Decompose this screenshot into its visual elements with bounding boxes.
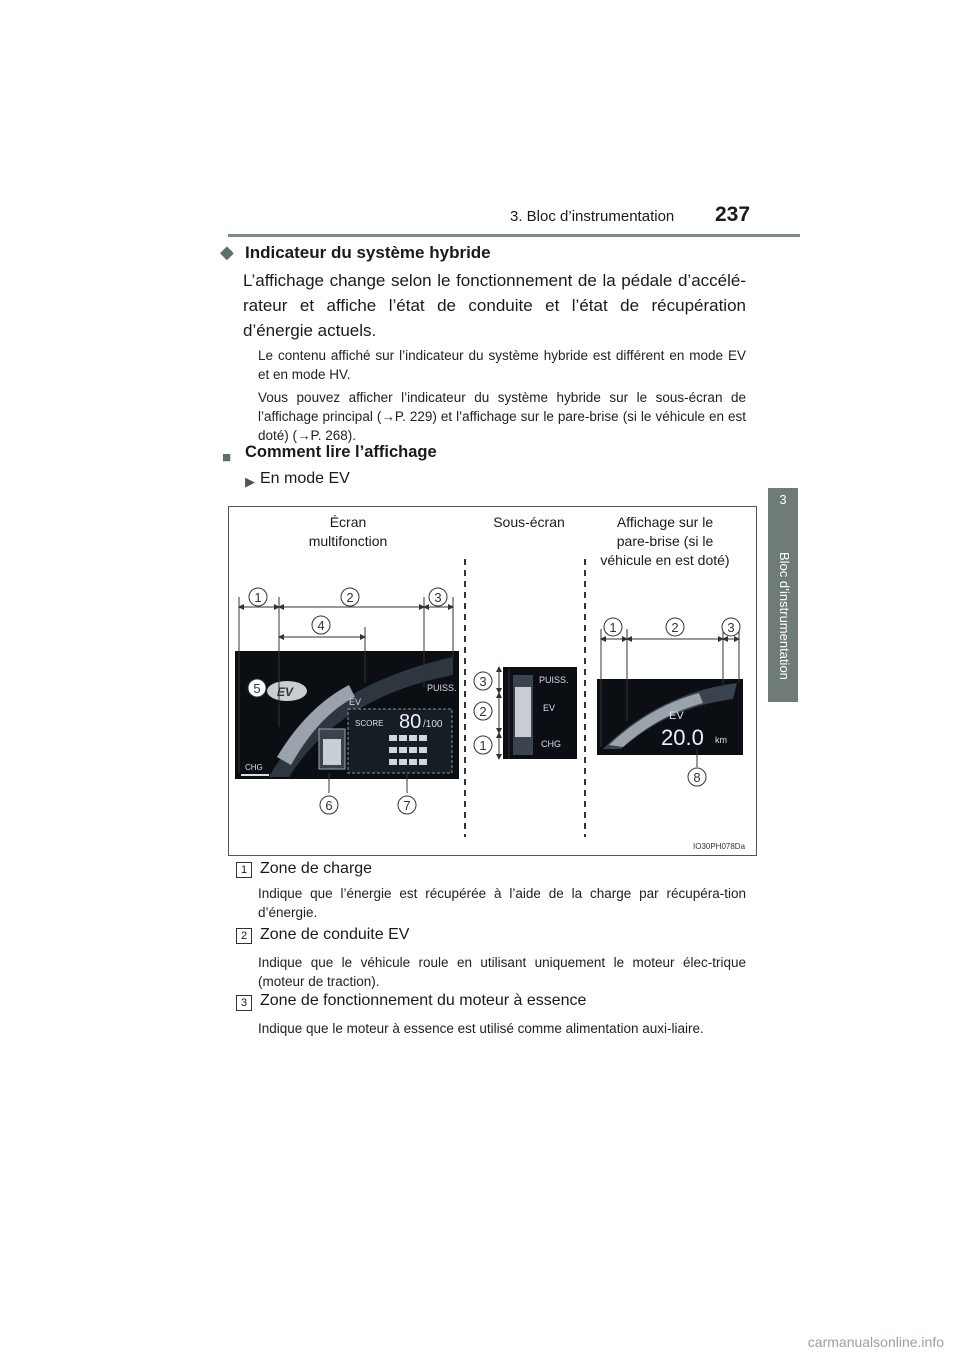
item-number-3: 3 — [236, 995, 252, 1011]
item-number-1: 1 — [236, 862, 252, 878]
callout-4 — [312, 616, 330, 634]
chapter-tab-number: 3 — [779, 492, 787, 507]
ev-badge — [267, 681, 307, 701]
chg-label: CHG — [245, 763, 263, 772]
header-rule — [228, 234, 800, 237]
label-multi-info: Écran multifonction — [308, 514, 388, 549]
score-value: 80 — [399, 711, 422, 733]
item-desc-1: Indique que l’énergie est récupérée à l’aide de la charge par récupéra-tion d’énergie. — [258, 886, 746, 920]
chapter-tab-label: Bloc d’instrumentation — [777, 552, 792, 680]
score-label: SCORE — [355, 719, 384, 728]
watermark: carmanualsonline.info — [807, 1334, 944, 1350]
ev-label: EV — [349, 697, 362, 707]
svg-text:4: 4 — [317, 618, 325, 633]
callout-hud-1 — [604, 618, 622, 636]
hud-unit: km — [715, 735, 727, 745]
figure-code: IO30PH078Da — [693, 842, 746, 851]
sub-ev-label: EV — [543, 703, 556, 713]
item-desc-2: Indique que le véhicule roule en utilisant uniquement le moteur élec-trique (moteur de traction). — [258, 955, 746, 989]
svg-text:2: 2 — [479, 704, 487, 719]
item-title-2: Zone de conduite EV — [260, 926, 410, 943]
hud-ev-label: EV — [669, 710, 684, 722]
svg-text:7: 7 — [403, 798, 411, 813]
page-number: 237 — [715, 203, 751, 226]
section-title: Indicateur du système hybride — [245, 243, 491, 262]
figure-frame — [228, 506, 757, 856]
callout-1 — [249, 588, 267, 606]
label-hud: Affichage sur le pare-brise (si le véhicule en est doté) — [600, 514, 730, 568]
callout-sub-2 — [474, 702, 492, 720]
note-2: Vous pouvez afficher l’indicateur du système hybride sur le sous-écran de l’affichage principal (→P. 229) et l’affichage sur le pare-brise (si le véhicule en est doté) (→P. 268). — [258, 390, 746, 443]
callout-3 — [429, 588, 447, 606]
svg-text:3: 3 — [727, 620, 735, 635]
triangle-bullet-icon: ▶ — [245, 474, 255, 489]
callout-8 — [688, 768, 706, 786]
hud-distance: 20.0 — [661, 725, 704, 750]
subsection-title: Comment lire l’affichage — [245, 443, 437, 461]
callout-hud-2 — [666, 618, 684, 636]
hud-display — [597, 679, 743, 755]
svg-text:2: 2 — [671, 620, 679, 635]
svg-text:5: 5 — [253, 681, 261, 696]
section-lead: L’affichage change selon le fonctionnement de la pédale d’accélé-rateur et affiche l’état de conduite et l’état de récupération d’énergie actuels. — [243, 271, 746, 340]
callout-2 — [341, 588, 359, 606]
sub-puiss-label: PUISS. — [539, 675, 569, 685]
item-number-2: 2 — [236, 928, 252, 944]
callout-sub-3 — [474, 672, 492, 690]
mode-label: En mode EV — [260, 470, 350, 487]
diamond-icon: ◆ — [220, 242, 234, 262]
sub-display — [503, 667, 577, 759]
svg-text:1: 1 — [609, 620, 617, 635]
svg-text:1: 1 — [254, 590, 262, 605]
label-sub-screen: Sous-écran — [493, 514, 565, 530]
svg-text:6: 6 — [325, 798, 333, 813]
running-header: 3. Bloc d’instrumentation — [510, 208, 675, 225]
callout-6 — [320, 796, 338, 814]
puiss-label: PUISS. — [427, 683, 457, 693]
svg-text:3: 3 — [434, 590, 442, 605]
score-max: /100 — [423, 719, 443, 730]
callout-hud-3 — [722, 618, 740, 636]
ev-badge-text: EV — [277, 685, 294, 699]
svg-text:1: 1 — [479, 738, 487, 753]
svg-text:3: 3 — [479, 674, 487, 689]
item-title-3: Zone de fonctionnement du moteur à essence — [260, 992, 587, 1009]
callout-5 — [248, 679, 266, 697]
svg-text:8: 8 — [693, 770, 701, 785]
square-bullet-icon: ■ — [222, 449, 232, 466]
callout-sub-1 — [474, 736, 492, 754]
note-1: Le contenu affiché sur l’indicateur du système hybride est différent en mode EV et en mode HV. — [258, 348, 746, 382]
sub-chg-label: CHG — [541, 739, 561, 749]
multi-info-display — [235, 651, 459, 779]
callout-7 — [398, 796, 416, 814]
item-desc-3: Indique que le moteur à essence est utilisé comme alimentation auxi-liaire. — [258, 1021, 704, 1036]
svg-text:2: 2 — [346, 590, 354, 605]
item-title-1: Zone de charge — [260, 860, 373, 877]
